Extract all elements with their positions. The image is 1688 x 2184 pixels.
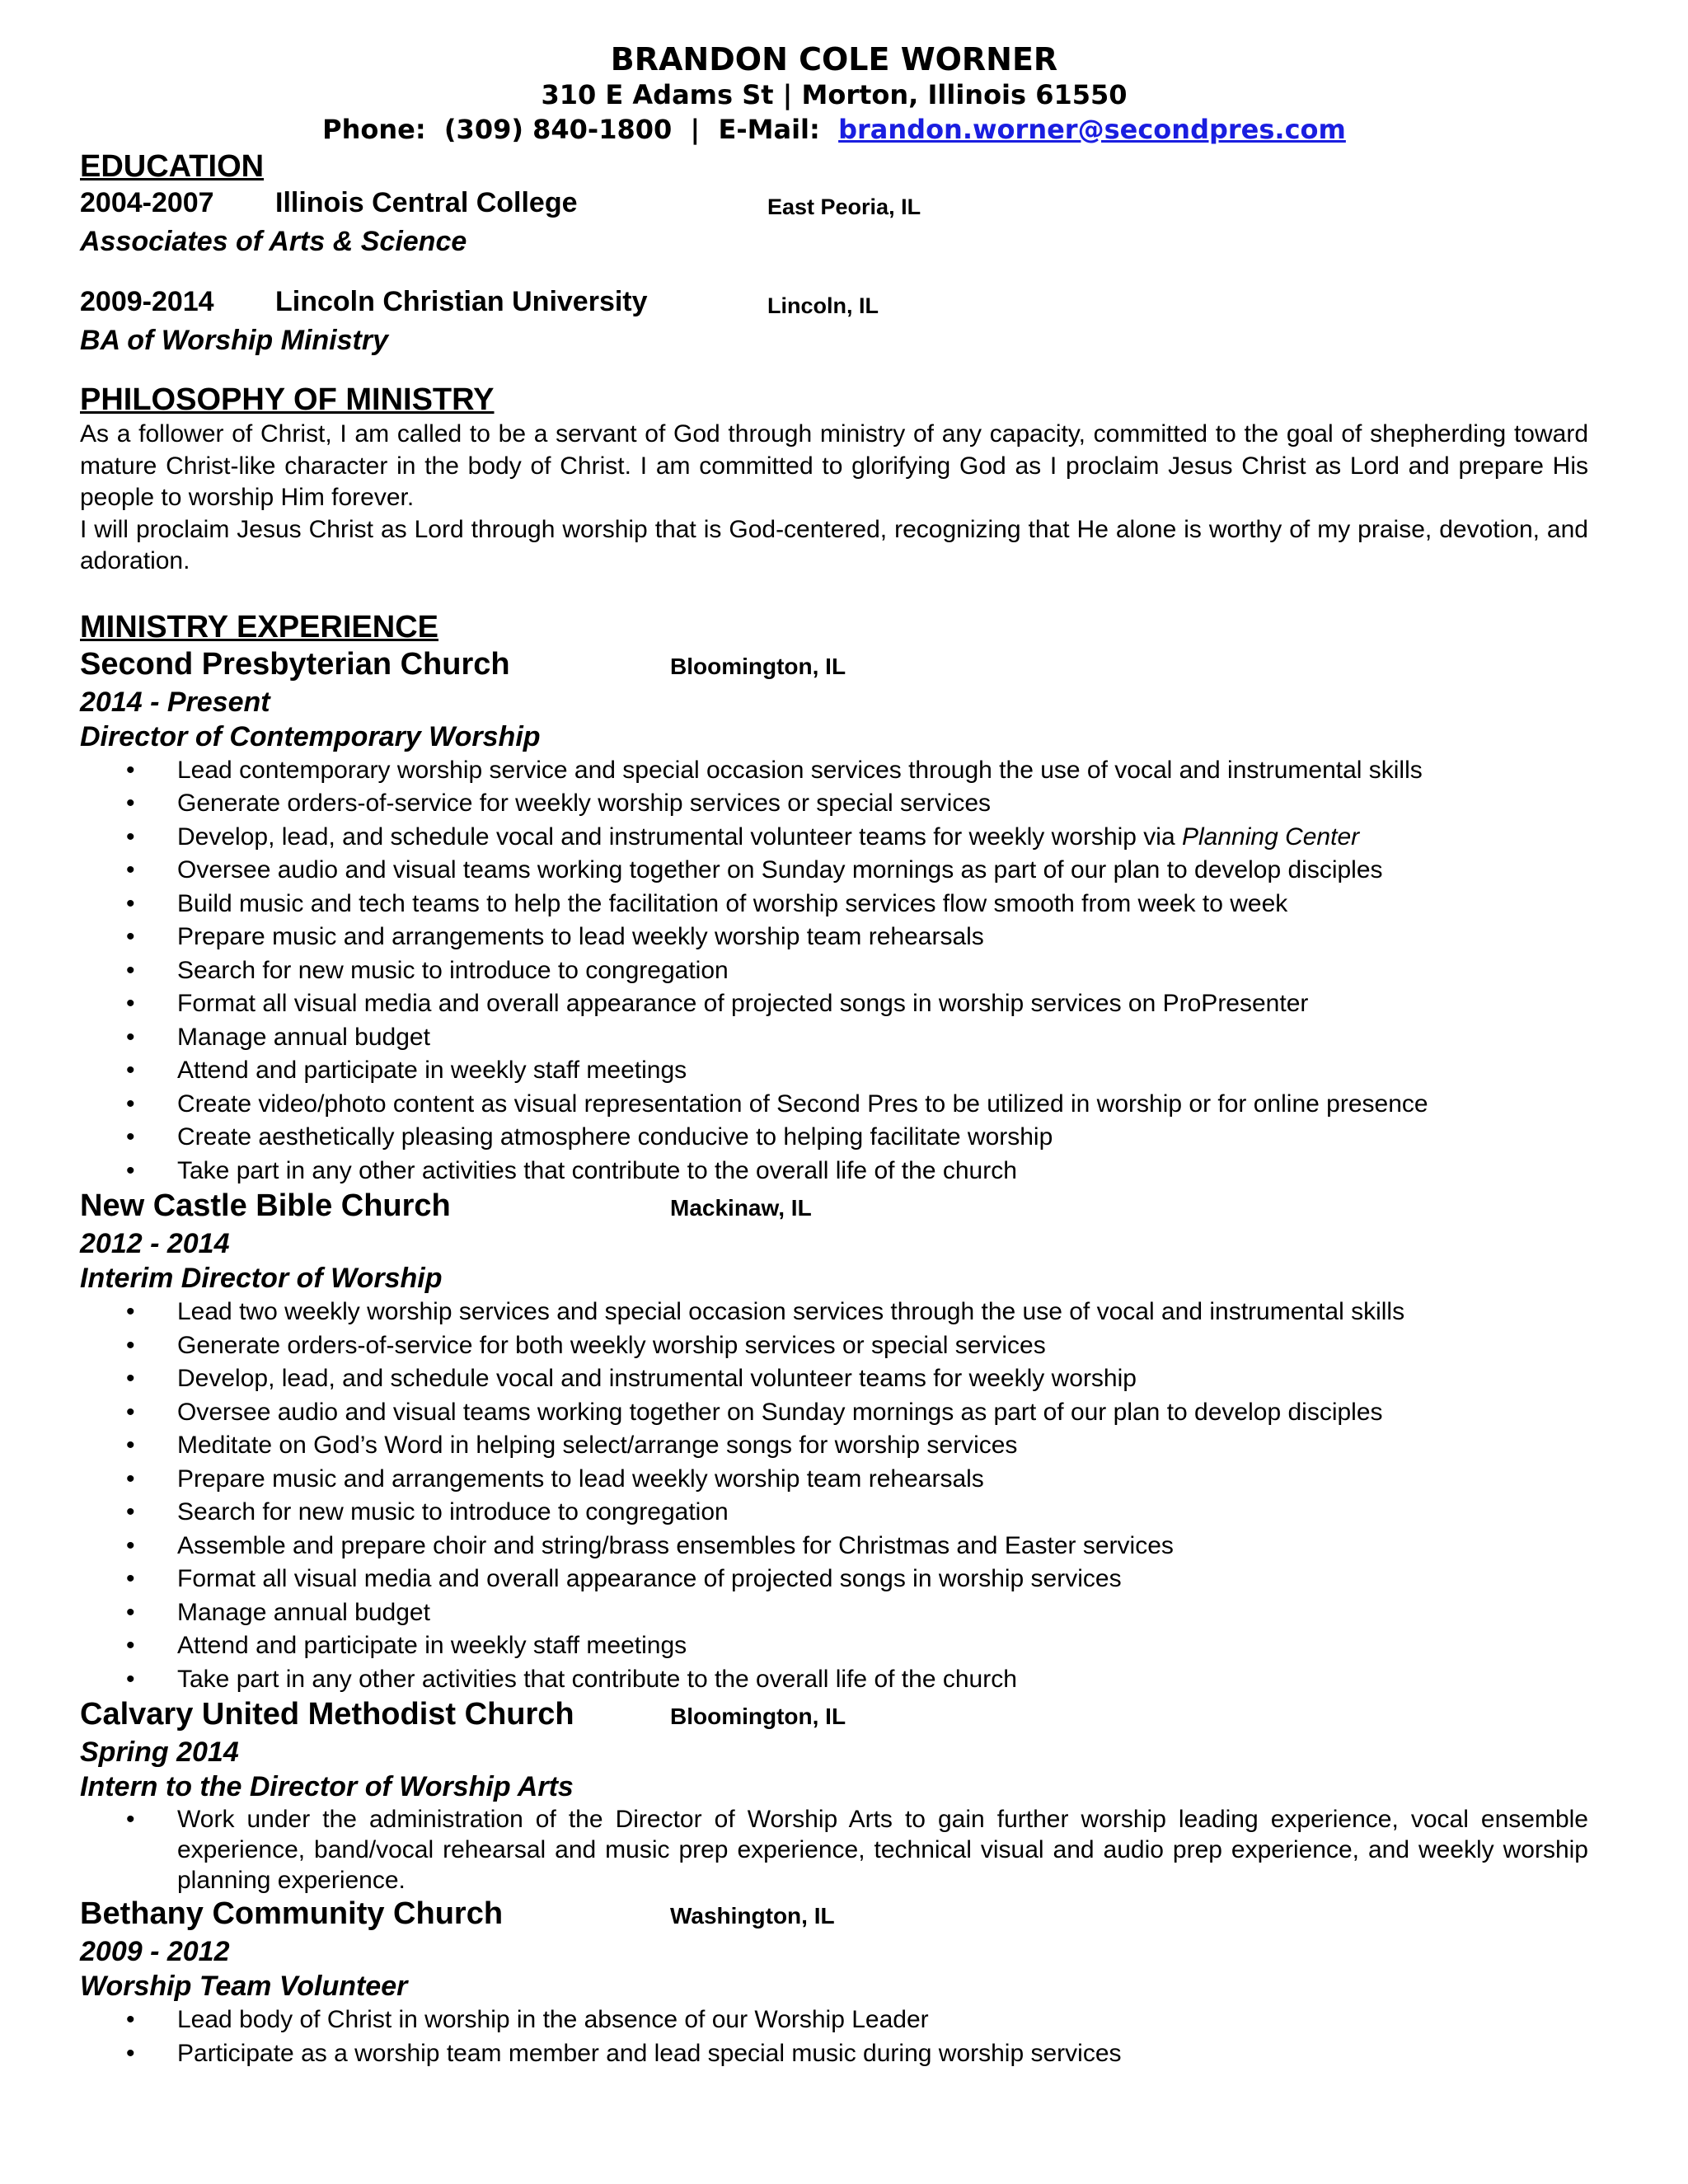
education-degree: BA of Worship Ministry	[80, 325, 388, 356]
list-item: • Take part in any other activities that contribute to the overall life of the church	[126, 1156, 1017, 1184]
list-item: • Prepare music and arrangements to lead weekly worship team rehearsals	[126, 923, 984, 950]
list-item: • Attend and participate in weekly staff meetings	[126, 1632, 687, 1659]
job-dates: Spring 2014	[80, 1736, 239, 1768]
job-entry	[80, 1696, 1588, 1896]
philosophy-paragraph: As a follower of Christ, I am called to be a servant of God through ministry of any capacity, committed to the goal of shepherding toward mature Christ-like character in the body of Christ. I am committed to glorifying God as I proclaim Jesus Christ as Lord and prepare His people to worship Him forever.	[80, 420, 1588, 511]
candidate-name: BRANDON COLE WORNER	[610, 41, 1058, 77]
list-item: • Format all visual media and overall appearance of projected songs in worship services on ProPresenter	[126, 990, 1309, 1017]
list-item: • Create aesthetically pleasing atmosphere conducive to helping facilitate worship	[126, 1123, 1053, 1151]
job-dates: 2012 - 2014	[80, 1228, 230, 1259]
list-item: • Manage annual budget	[126, 1598, 430, 1626]
job-dates: 2014 - Present	[80, 686, 270, 718]
email-link[interactable]: brandon.worner@secondpres.com	[838, 114, 1346, 145]
list-item: • Build music and tech teams to help the facilitation of worship services flow smooth from week to week	[126, 889, 1288, 917]
job-title: Interim Director of Worship	[80, 1263, 443, 1294]
list-item: • Develop, lead, and schedule vocal and instrumental volunteer teams for weekly worship via Planning Center	[126, 823, 1360, 851]
philosophy-paragraph: I will proclaim Jesus Christ as Lord through worship that is God-centered, recognizing that He alone is worthy of my praise, devotion, and adoration.	[80, 515, 1588, 574]
education-entry	[80, 185, 1588, 259]
education-degree: Associates of Arts & Science	[80, 226, 467, 257]
experience-heading: MINISTRY EXPERIENCE	[80, 609, 438, 644]
list-item: • Assemble and prepare choir and string/brass ensembles for Christmas and Easter services	[126, 1531, 1174, 1559]
list-item: • Lead two weekly worship services and special occasion services through the use of vocal and instrumental skills	[126, 1298, 1405, 1325]
list-item: • Prepare music and arrangements to lead weekly worship team rehearsals	[126, 1465, 984, 1493]
address-line: 310 E Adams St | Morton, Illinois 61550	[541, 79, 1128, 110]
list-item: • Create video/photo content as visual representation of Second Pres to be utilized in worship or for online presence	[126, 1090, 1428, 1118]
list-item: • Lead contemporary worship service and special occasion services through the use of vocal and instrumental skills	[126, 756, 1423, 784]
list-item: • Lead body of Christ in worship in the absence of our Worship Leader	[126, 2006, 929, 2033]
list-item: • Generate orders-of-service for weekly worship services or special services	[126, 790, 992, 817]
education-school: Lincoln Christian University	[275, 286, 648, 317]
church-name: Bethany Community Church	[80, 1896, 504, 1931]
software-name: Planning Center	[1181, 823, 1360, 851]
list-item: • Develop, lead, and schedule vocal and instrumental volunteer teams for weekly worship	[126, 1365, 1137, 1392]
education-years: 2004-2007	[80, 187, 214, 218]
list-item: • Participate as a worship team member and lead special music during worship services	[126, 2039, 1122, 2067]
list-item: • Search for new music to introduce to congregation	[126, 956, 729, 984]
list-item: • Manage annual budget	[126, 1023, 430, 1051]
resume-page	[80, 41, 1588, 2070]
education-heading: EDUCATION	[80, 149, 265, 184]
list-item: • Search for new music to introduce to congregation	[126, 1498, 729, 1526]
list-item: • Meditate on God’s Word in helping select/arrange songs for worship services	[126, 1432, 1018, 1459]
job-dates: 2009 - 2012	[80, 1936, 230, 1967]
education-location: East Peoria, IL	[767, 194, 921, 219]
education-entry	[80, 284, 1588, 358]
duties-list	[80, 1296, 1588, 1696]
job-title: Director of Contemporary Worship	[80, 720, 541, 752]
church-location: Mackinaw, IL	[670, 1195, 812, 1221]
list-item: • Work under the administration of the Director of Worship Arts to gain further worship leading experience, vocal ensemble experience, band/vocal rehearsal and music prep experience, technical visual and audio prep experience, and weekly worship planning experience.	[126, 1806, 1588, 1894]
resume-header	[80, 41, 1588, 147]
duties-list	[80, 754, 1588, 1188]
church-name: New Castle Bible Church	[80, 1188, 451, 1223]
church-location: Bloomington, IL	[670, 653, 846, 679]
church-location: Washington, IL	[670, 1903, 835, 1929]
contact-line	[80, 112, 1588, 147]
education-school: Illinois Central College	[275, 187, 578, 218]
list-item: • Take part in any other activities that contribute to the overall life of the church	[126, 1665, 1017, 1693]
job-title: Worship Team Volunteer	[80, 1971, 408, 2002]
job-entry	[80, 646, 1588, 1188]
list-item: • Generate orders-of-service for both weekly worship services or special services	[126, 1331, 1046, 1359]
list-item: • Oversee audio and visual teams working together on Sunday mornings as part of our plan to develop disciples	[126, 1398, 1383, 1426]
philosophy-heading: PHILOSOPHY OF MINISTRY	[80, 382, 495, 417]
duties-list	[80, 2004, 1588, 2070]
job-title: Intern to the Director of Worship Arts	[80, 1771, 574, 1802]
list-item: • Oversee audio and visual teams working together on Sunday mornings as part of our plan to develop disciples	[126, 856, 1383, 883]
duties-list	[80, 1804, 1588, 1896]
education-years: 2009-2014	[80, 286, 214, 317]
education-location: Lincoln, IL	[767, 293, 879, 318]
church-location: Bloomington, IL	[670, 1704, 846, 1729]
job-entry	[80, 1188, 1588, 1696]
job-entry	[80, 1896, 1588, 2070]
list-item: • Format all visual media and overall appearance of projected songs in worship services	[126, 1565, 1122, 1592]
list-item: • Attend and participate in weekly staff meetings	[126, 1057, 687, 1084]
church-name: Second Presbyterian Church	[80, 646, 510, 682]
phone-text: Phone: (309) 840-1800 | E-Mail:	[322, 114, 839, 145]
church-name: Calvary United Methodist Church	[80, 1697, 574, 1732]
